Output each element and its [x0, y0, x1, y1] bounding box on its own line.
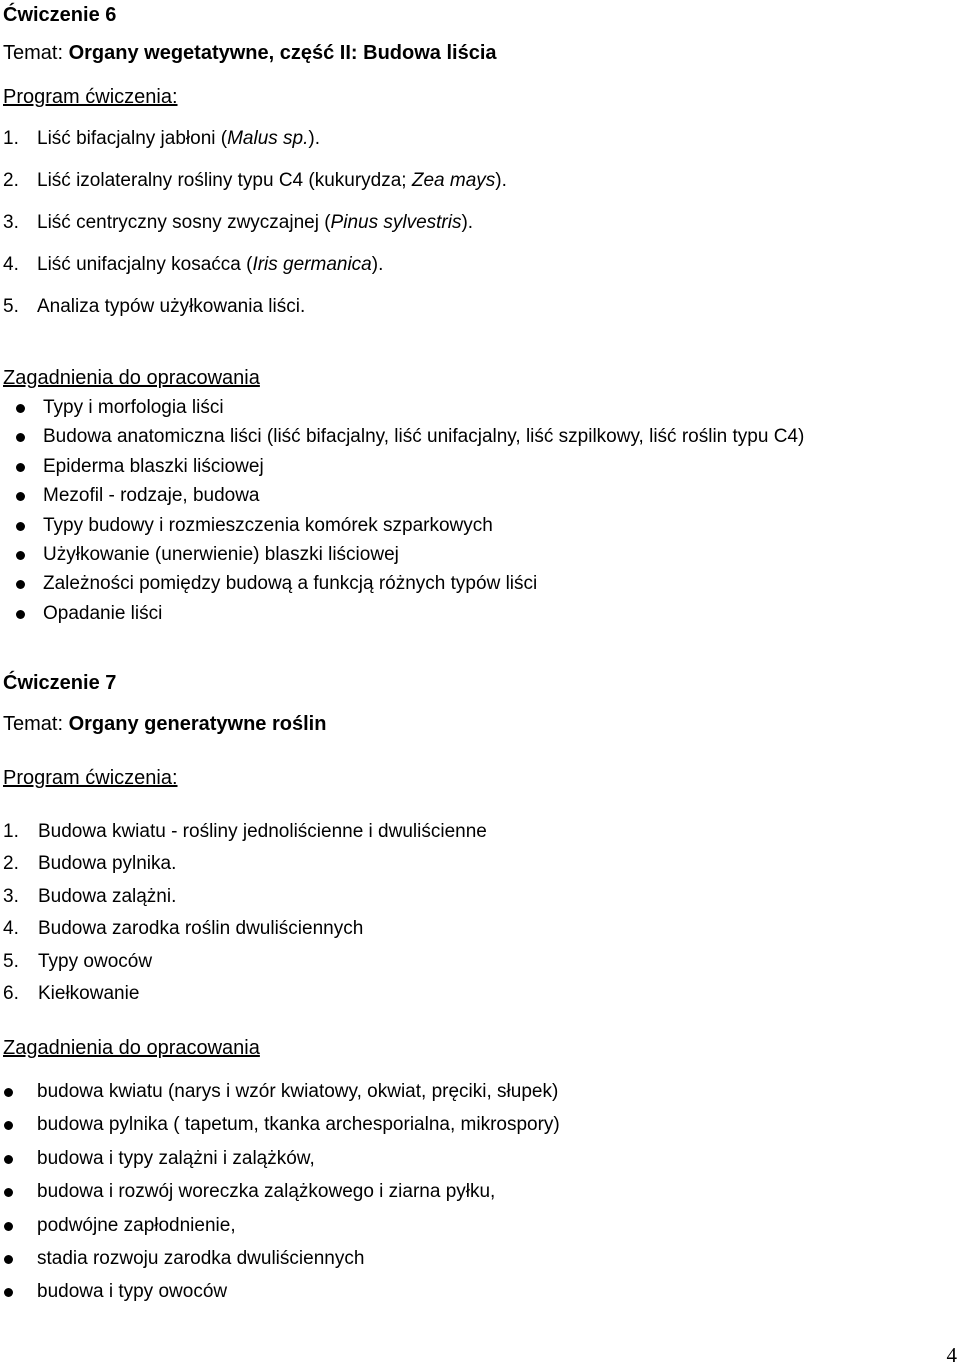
exercise-7-title: Ćwiczenie 7 [3, 672, 117, 694]
topic-value: Organy generatywne roślin [68, 713, 327, 735]
bullet-icon [4, 1088, 13, 1097]
bullet-icon [16, 610, 25, 619]
bullet-icon [16, 492, 25, 501]
exercise-7-program-label: Program ćwiczenia: [3, 767, 178, 789]
bullet-icon [4, 1222, 13, 1231]
bullet-icon [16, 551, 25, 560]
exercise-6-title: Ćwiczenie 6 [3, 4, 117, 26]
bullet-icon [4, 1121, 13, 1130]
bullet-icon [16, 522, 25, 531]
bullet-icon [16, 404, 25, 413]
bullet-icon [16, 463, 25, 472]
exercise-7-topic [3, 712, 326, 736]
exercise-6-program-label: Program ćwiczenia: [3, 86, 178, 108]
bullet-icon [4, 1288, 13, 1297]
bullet-icon [4, 1155, 13, 1164]
topic-label: Temat: [3, 713, 69, 735]
bullet-icon [4, 1255, 13, 1264]
bullet-icon [16, 433, 25, 442]
topic-value: Organy wegetatywne, część II: Budowa liścia [68, 42, 497, 64]
document-page: Ćwiczenie 6 Temat: Organy wegetatywne, część II: Budowa liścia Program ćwiczenia: 1. Liść bifacjalny jabłoni (Malus sp.). 2. Liść izolateralny rośliny typu C4 (kukurydza; Zea mays). 3. Liść centryczny sosny zwyczajnej (Pinus sylvestris). 4. Liść unifacjalny kosaćca (Iris germanica). 5. Analiza typów użyłkowania liści. Zagadnienia do opracowania Typy i morfologia liści Budowa anatomiczna liści (liść bifacjalny, liść unifacjalny, liść szpilkowy, liść roślin typu C4) Epiderma blaszki liściowej Mezofil - rodzaje, budowa Typy budowy i rozmieszczenia komórek szparkowych Użyłkowanie (unerwienie) blaszki liściowej Zależności pomiędzy budową a funkcją różnych typów liści Opadanie liści Ćwiczenie 7 Temat: Organy generatywne roślin Program ćwiczenia: 1. Budowa kwiatu - rośliny jednoliścienne i dwuliścienne 2. Budowa pylnika. 3. Budowa zalążni. 4. Budowa zarodka roślin dwuliściennych 5. Typy owoców 6. Kiełkowanie Zagadnienia do opracowania budowa kwiatu (narys i wzór kwiatowy, okwiat, pręciki, słupek) budowa pylnika ( tapetum, tkanka archesporialna, mikrospory) budowa i typy zalążni i zalążków, budowa i rozwój woreczka zalążkowego i ziarna pyłku, podwójne zapłodnienie, stadia rozwoju zarodka dwuliściennych budowa i typy owoców 4 [3, 4, 957, 1367]
exercise-6-topic [3, 41, 497, 65]
exercise-6-issues-label: Zagadnienia do opracowania [3, 367, 260, 389]
topic-label: Temat: [3, 42, 69, 64]
bullet-icon [16, 580, 25, 589]
exercise-7-issues-label: Zagadnienia do opracowania [3, 1037, 260, 1059]
bullet-icon [4, 1188, 13, 1197]
page-number: 4 [946, 1343, 957, 1367]
